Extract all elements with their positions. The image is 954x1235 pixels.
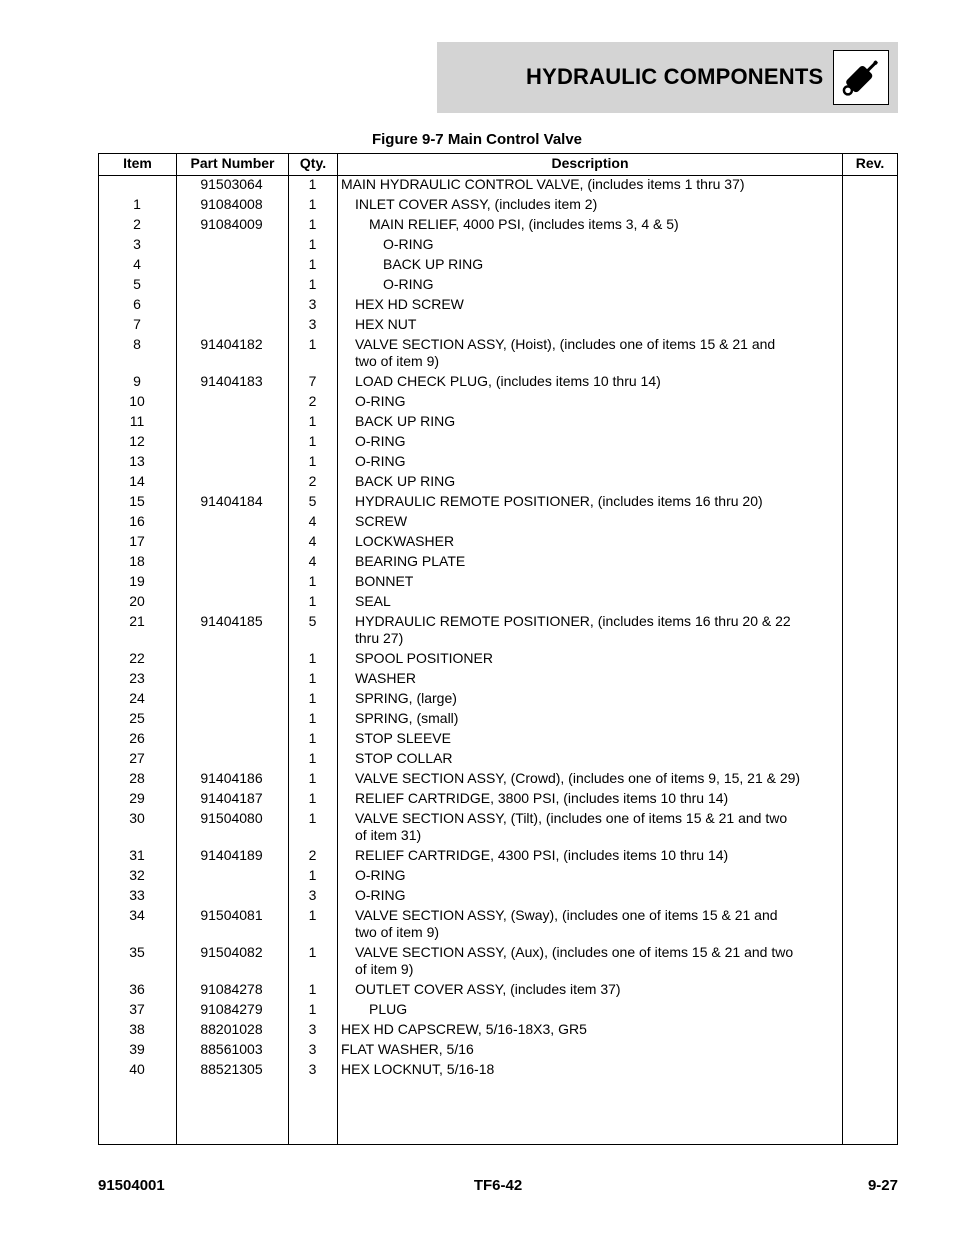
quantity: 1 bbox=[308, 770, 317, 786]
table-row bbox=[0, 315, 954, 335]
table-row bbox=[0, 255, 954, 275]
table-row bbox=[0, 275, 954, 295]
column-header-item: Item bbox=[123, 155, 152, 171]
description: MAIN HYDRAULIC CONTROL VALVE, (includes items 1 thru 37) bbox=[341, 176, 745, 192]
item-number: 29 bbox=[129, 790, 145, 806]
item-number: 37 bbox=[129, 1001, 145, 1017]
item-number: 24 bbox=[129, 690, 145, 706]
table-row bbox=[0, 906, 954, 943]
part-number: 88201028 bbox=[200, 1021, 263, 1037]
description: BONNET bbox=[355, 573, 414, 589]
part-number: 91404186 bbox=[200, 770, 263, 786]
quantity: 5 bbox=[308, 493, 317, 509]
item-number: 2 bbox=[133, 216, 141, 232]
table-body bbox=[0, 175, 954, 1080]
table-row bbox=[0, 846, 954, 866]
item-number: 35 bbox=[129, 944, 145, 960]
description: O-RING bbox=[383, 276, 434, 292]
table-row bbox=[0, 1020, 954, 1040]
description: O-RING bbox=[355, 433, 406, 449]
part-number: 91404183 bbox=[200, 373, 263, 389]
quantity: 2 bbox=[308, 847, 317, 863]
item-number: 10 bbox=[129, 393, 145, 409]
description: STOP SLEEVE bbox=[355, 730, 451, 746]
quantity: 1 bbox=[308, 670, 317, 686]
description: BACK UP RING bbox=[355, 473, 456, 489]
item-number: 20 bbox=[129, 593, 145, 609]
item-number: 22 bbox=[129, 650, 145, 666]
table-row bbox=[0, 809, 954, 846]
part-number: 91404189 bbox=[200, 847, 263, 863]
quantity: 4 bbox=[308, 513, 317, 529]
quantity: 1 bbox=[308, 1001, 317, 1017]
part-number: 91084008 bbox=[200, 196, 263, 212]
table-row bbox=[0, 452, 954, 472]
item-number: 7 bbox=[133, 316, 141, 332]
part-number: 91084278 bbox=[200, 981, 263, 997]
quantity: 1 bbox=[308, 790, 317, 806]
quantity: 1 bbox=[308, 573, 317, 589]
description: HEX HD CAPSCREW, 5/16-18X3, GR5 bbox=[341, 1021, 587, 1037]
table-row bbox=[0, 472, 954, 492]
item-number: 30 bbox=[129, 810, 145, 826]
description: VALVE SECTION ASSY, (Aux), (includes one of items 15 & 21 and two of item 9) bbox=[355, 944, 794, 977]
part-number: 91404184 bbox=[200, 493, 263, 509]
item-number: 8 bbox=[133, 336, 141, 352]
quantity: 1 bbox=[308, 981, 317, 997]
item-number: 1 bbox=[133, 196, 141, 212]
description: SPRING, (large) bbox=[355, 690, 457, 706]
item-number: 6 bbox=[133, 296, 141, 312]
table-row bbox=[0, 175, 954, 195]
section-title: HYDRAULIC COMPONENTS bbox=[526, 64, 824, 89]
description: WASHER bbox=[355, 670, 416, 686]
table-row bbox=[0, 412, 954, 432]
quantity: 1 bbox=[308, 176, 317, 192]
description: SPOOL POSITIONER bbox=[355, 650, 493, 666]
table-row bbox=[0, 689, 954, 709]
item-number: 13 bbox=[129, 453, 145, 469]
item-number: 16 bbox=[129, 513, 145, 529]
table-row bbox=[0, 709, 954, 729]
table-row bbox=[0, 235, 954, 255]
table-row bbox=[0, 769, 954, 789]
description: O-RING bbox=[355, 867, 406, 883]
table-row bbox=[0, 866, 954, 886]
item-number: 25 bbox=[129, 710, 145, 726]
table-row bbox=[0, 372, 954, 392]
item-number: 21 bbox=[129, 613, 145, 629]
part-number: 91503064 bbox=[200, 176, 263, 192]
quantity: 1 bbox=[308, 236, 317, 252]
table-row bbox=[0, 980, 954, 1000]
item-number: 28 bbox=[129, 770, 145, 786]
column-header-qty: Qty. bbox=[299, 155, 327, 171]
quantity: 3 bbox=[308, 316, 317, 332]
quantity: 3 bbox=[308, 1041, 317, 1057]
column-header-description: Description bbox=[551, 155, 629, 171]
part-number: 91504082 bbox=[200, 944, 263, 960]
description: HYDRAULIC REMOTE POSITIONER, (includes items 16 thru 20 & 22 thru 27) bbox=[355, 613, 791, 646]
table-row bbox=[0, 552, 954, 572]
quantity: 4 bbox=[308, 533, 317, 549]
figure-caption: Figure 9-7 Main Control Valve bbox=[371, 131, 583, 148]
quantity: 1 bbox=[308, 196, 317, 212]
column-header-part-number: Part Number bbox=[190, 155, 275, 171]
item-number: 34 bbox=[129, 907, 145, 923]
quantity: 1 bbox=[308, 216, 317, 232]
quantity: 1 bbox=[308, 276, 317, 292]
part-number: 91404187 bbox=[200, 790, 263, 806]
description: STOP COLLAR bbox=[355, 750, 453, 766]
part-number: 91504081 bbox=[200, 907, 263, 923]
item-number: 39 bbox=[129, 1041, 145, 1057]
footer-model: TF6-42 bbox=[473, 1177, 523, 1194]
description: PLUG bbox=[369, 1001, 408, 1017]
item-number: 17 bbox=[129, 533, 145, 549]
item-number: 11 bbox=[129, 413, 145, 429]
quantity: 1 bbox=[308, 453, 317, 469]
table-row bbox=[0, 1040, 954, 1060]
quantity: 1 bbox=[308, 593, 317, 609]
table-row bbox=[0, 749, 954, 769]
item-number: 15 bbox=[129, 493, 145, 509]
footer-document-number: 91504001 bbox=[98, 1177, 165, 1194]
quantity: 1 bbox=[308, 730, 317, 746]
table-row bbox=[0, 572, 954, 592]
table-row bbox=[0, 943, 954, 980]
item-number: 31 bbox=[129, 847, 145, 863]
table-row bbox=[0, 392, 954, 412]
description: RELIEF CARTRIDGE, 3800 PSI, (includes items 10 thru 14) bbox=[355, 790, 729, 806]
item-number: 26 bbox=[129, 730, 145, 746]
item-number: 38 bbox=[129, 1021, 145, 1037]
quantity: 1 bbox=[308, 750, 317, 766]
description: RELIEF CARTRIDGE, 4300 PSI, (includes items 10 thru 14) bbox=[355, 847, 729, 863]
description: O-RING bbox=[355, 453, 406, 469]
part-number: 91084009 bbox=[200, 216, 263, 232]
footer-page-number: 9-27 bbox=[867, 1177, 898, 1194]
item-number: 3 bbox=[133, 236, 141, 252]
item-number: 4 bbox=[133, 256, 141, 272]
description: FLAT WASHER, 5/16 bbox=[341, 1041, 474, 1057]
table-row bbox=[0, 1060, 954, 1080]
quantity: 3 bbox=[308, 887, 317, 903]
description: O-RING bbox=[355, 887, 406, 903]
table-row bbox=[0, 492, 954, 512]
description: HEX HD SCREW bbox=[355, 296, 464, 312]
item-number: 33 bbox=[129, 887, 145, 903]
part-number: 91404185 bbox=[200, 613, 263, 629]
item-number: 19 bbox=[129, 573, 145, 589]
item-number: 12 bbox=[129, 433, 145, 449]
hydraulic-cylinder-icon bbox=[833, 50, 889, 105]
description: OUTLET COVER ASSY, (includes item 37) bbox=[355, 981, 621, 997]
description: SPRING, (small) bbox=[355, 710, 459, 726]
part-number: 91504080 bbox=[200, 810, 263, 826]
description: MAIN RELIEF, 4000 PSI, (includes items 3, 4 & 5) bbox=[369, 216, 679, 232]
item-number: 36 bbox=[129, 981, 145, 997]
quantity: 1 bbox=[308, 907, 317, 923]
table-row bbox=[0, 532, 954, 552]
quantity: 1 bbox=[308, 336, 317, 352]
quantity: 4 bbox=[308, 553, 317, 569]
quantity: 1 bbox=[308, 690, 317, 706]
description: SCREW bbox=[355, 513, 408, 529]
table-row bbox=[0, 649, 954, 669]
table-row bbox=[0, 612, 954, 649]
table-row bbox=[0, 1000, 954, 1020]
description: BEARING PLATE bbox=[355, 553, 466, 569]
quantity: 1 bbox=[308, 650, 317, 666]
quantity: 7 bbox=[308, 373, 317, 389]
quantity: 2 bbox=[308, 393, 317, 409]
description: VALVE SECTION ASSY, (Hoist), (includes one of items 15 & 21 and two of item 9) bbox=[355, 336, 776, 369]
quantity: 1 bbox=[308, 944, 317, 960]
description: SEAL bbox=[355, 593, 391, 609]
part-number: 91084279 bbox=[200, 1001, 263, 1017]
item-number: 23 bbox=[129, 670, 145, 686]
description: HEX LOCKNUT, 5/16-18 bbox=[341, 1061, 495, 1077]
item-number: 14 bbox=[129, 473, 145, 489]
table-row bbox=[0, 335, 954, 372]
description: VALVE SECTION ASSY, (Tilt), (includes one of items 15 & 21 and two of item 31) bbox=[355, 810, 788, 843]
item-number: 5 bbox=[133, 276, 141, 292]
quantity: 1 bbox=[308, 256, 317, 272]
quantity: 1 bbox=[308, 710, 317, 726]
quantity: 3 bbox=[308, 1021, 317, 1037]
quantity: 1 bbox=[308, 413, 317, 429]
table-row bbox=[0, 669, 954, 689]
part-number: 91404182 bbox=[200, 336, 263, 352]
quantity: 3 bbox=[308, 296, 317, 312]
description: BACK UP RING bbox=[355, 413, 456, 429]
table-row bbox=[0, 512, 954, 532]
table-row bbox=[0, 195, 954, 215]
table-row bbox=[0, 295, 954, 315]
quantity: 3 bbox=[308, 1061, 317, 1077]
description: BACK UP RING bbox=[383, 256, 484, 272]
column-header-rev: Rev. bbox=[855, 155, 885, 171]
description: HEX NUT bbox=[355, 316, 417, 332]
part-number: 88521305 bbox=[200, 1061, 263, 1077]
table-row bbox=[0, 729, 954, 749]
quantity: 1 bbox=[308, 433, 317, 449]
table-row bbox=[0, 789, 954, 809]
table-row bbox=[0, 215, 954, 235]
description: VALVE SECTION ASSY, (Sway), (includes one of items 15 & 21 and two of item 9) bbox=[355, 907, 778, 940]
item-number: 27 bbox=[129, 750, 145, 766]
table-row bbox=[0, 886, 954, 906]
item-number: 18 bbox=[129, 553, 145, 569]
description: HYDRAULIC REMOTE POSITIONER, (includes items 16 thru 20) bbox=[355, 493, 763, 509]
table-row bbox=[0, 592, 954, 612]
part-number: 88561003 bbox=[200, 1041, 263, 1057]
quantity: 5 bbox=[308, 613, 317, 629]
description: LOAD CHECK PLUG, (includes items 10 thru 14) bbox=[355, 373, 661, 389]
description: INLET COVER ASSY, (includes item 2) bbox=[355, 196, 598, 212]
description: VALVE SECTION ASSY, (Crowd), (includes one of items 9, 15, 21 & 29) bbox=[355, 770, 801, 786]
quantity: 2 bbox=[308, 473, 317, 489]
table-row bbox=[0, 432, 954, 452]
description: O-RING bbox=[355, 393, 406, 409]
quantity: 1 bbox=[308, 867, 317, 883]
item-number: 32 bbox=[129, 867, 145, 883]
description: O-RING bbox=[383, 236, 434, 252]
quantity: 1 bbox=[308, 810, 317, 826]
item-number: 9 bbox=[133, 373, 141, 389]
description: LOCKWASHER bbox=[355, 533, 455, 549]
section-header bbox=[437, 42, 898, 113]
item-number: 40 bbox=[129, 1061, 145, 1077]
